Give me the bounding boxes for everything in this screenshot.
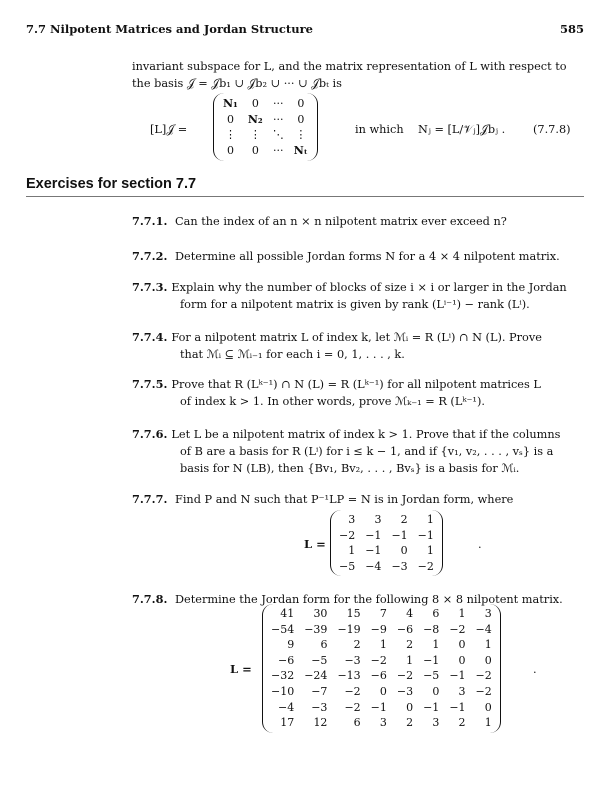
matrix-778 xyxy=(262,604,501,733)
matrix-778-cell: −54 xyxy=(271,622,295,636)
matrix-778-row xyxy=(266,715,497,731)
matrix-778-cell: 1 xyxy=(484,716,492,730)
matrix-777-cell: −1 xyxy=(417,528,434,542)
matrix-777-cell: 1 xyxy=(426,513,434,526)
exercise-7-7-4 xyxy=(132,329,587,363)
matrix-778-cell: 2 xyxy=(406,716,414,730)
matrix-778-cell: −13 xyxy=(337,669,361,683)
matrix-778-cell: 7 xyxy=(379,607,387,620)
matrix-778-period: . xyxy=(533,663,537,676)
exercise-text-cont: basis for N (LB), then {Bv₁, Bv₂, . . . , Bvₛ} is a basis for ℳᵢ. xyxy=(180,462,520,475)
nj-definition: Nⱼ = [L/𝒱ⱼ]𝒥bⱼ . xyxy=(418,123,506,136)
matrix-778-cell: 2 xyxy=(406,638,414,652)
block-matrix-cell: N₂ xyxy=(247,112,263,126)
exercise-text: Explain why the number of blocks of size i × i or larger in the Jordan xyxy=(171,281,567,294)
matrix-777-cell: −1 xyxy=(365,528,382,542)
matrix-778-cell: 6 xyxy=(353,716,361,730)
matrix-778-row xyxy=(266,653,497,669)
matrix-777-period: . xyxy=(478,538,482,551)
matrix-777-cell: 3 xyxy=(348,513,356,526)
exercise-text: For a nilpotent matrix L of index k, let ℳᵢ = R (Lⁱ) ∩ N (L). Prove xyxy=(171,331,542,344)
exercise-number: 7.7.3. xyxy=(132,280,168,294)
block-matrix-cell: ··· xyxy=(273,143,284,157)
matrix-778-cell: 3 xyxy=(484,607,492,620)
exercise-number: 7.7.6. xyxy=(132,427,168,441)
matrix-778-cell: −2 xyxy=(344,700,361,714)
block-matrix-lhs: [L]𝒥 = xyxy=(150,123,188,136)
intro-line-1: invariant subspace for L, and the matrix representation of L with respect to xyxy=(132,60,567,73)
matrix-778-cell: 0 xyxy=(406,700,414,714)
matrix-778-cell: −1 xyxy=(423,700,440,714)
running-header xyxy=(26,22,584,38)
exercise-number: 7.7.4. xyxy=(132,330,168,344)
matrix-778-cell: −2 xyxy=(475,684,492,698)
matrix-778-cell: −8 xyxy=(423,622,440,636)
matrix-778-cell: 3 xyxy=(379,716,387,730)
matrix-778-cell: 0 xyxy=(484,653,492,667)
section-heading: Exercises for section 7.7 xyxy=(26,176,197,192)
matrix-777-body xyxy=(334,512,439,574)
matrix-778-cell: −3 xyxy=(396,684,414,698)
exercise-text: Determine the Jordan form for the following 8 × 8 nilpotent matrix. xyxy=(174,593,563,606)
matrix-778-cell: −1 xyxy=(449,700,466,714)
exercise-text: Determine all possible Jordan forms N for a 4 × 4 nilpotent matrix. xyxy=(174,250,560,263)
exercise-number: 7.7.7. xyxy=(132,492,168,506)
matrix-778-cell: −3 xyxy=(311,700,328,714)
exercise-text-cont: of index k > 1. In other words, prove ℳₖ₋₁ = R (Lᵏ⁻¹). xyxy=(180,395,485,408)
matrix-778-cell: −2 xyxy=(370,653,387,667)
matrix-777-cell: 1 xyxy=(426,544,434,558)
matrix-778-row xyxy=(266,668,497,684)
exercise-7-7-3 xyxy=(132,279,587,313)
block-matrix-cell: 0 xyxy=(251,97,259,110)
matrix-777-cell: −1 xyxy=(391,528,408,542)
matrix-778-cell: 6 xyxy=(432,607,440,620)
matrix-778-body xyxy=(266,606,497,731)
matrix-778-cell: −19 xyxy=(337,622,361,636)
exercise-7-7-1 xyxy=(132,213,587,230)
block-matrix-cell: ⋮ xyxy=(295,128,307,142)
matrix-777-cell: −3 xyxy=(391,559,408,573)
matrix-778-cell: 4 xyxy=(406,607,414,620)
matrix-778-cell: −6 xyxy=(396,622,414,636)
matrix-778-cell: 1 xyxy=(406,653,414,667)
matrix-778-cell: 30 xyxy=(313,607,328,620)
matrix-777-row xyxy=(334,559,439,575)
matrix-778-cell: −6 xyxy=(278,653,295,667)
matrix-778-cell: 15 xyxy=(346,607,361,620)
matrix-778-cell: −2 xyxy=(475,669,492,683)
exercise-text: Find P and N such that P⁻¹LP = N is in Jordan form, where xyxy=(174,493,514,506)
block-matrix-row xyxy=(218,112,313,128)
exercise-text: Prove that R (Lᵏ⁻¹) ∩ N (L) = R (Lᵏ⁻¹) for all nilpotent matrices L xyxy=(171,378,541,391)
exercise-7-7-6 xyxy=(132,426,587,477)
block-matrix xyxy=(213,93,318,161)
block-matrix-row xyxy=(218,96,313,112)
block-matrix-cell: ⋮ xyxy=(224,128,236,142)
matrix-778-cell: −4 xyxy=(278,700,295,714)
block-matrix-cell: N₁ xyxy=(223,97,238,110)
matrix-778-cell: −7 xyxy=(311,684,328,698)
matrix-778-cell: −3 xyxy=(344,653,361,667)
matrix-778-cell: 41 xyxy=(280,607,295,620)
matrix-777-row xyxy=(334,528,439,544)
matrix-778-cell: −32 xyxy=(271,669,295,683)
section-divider xyxy=(26,196,584,197)
matrix-778-cell: 9 xyxy=(287,638,295,652)
matrix-778-cell: −4 xyxy=(475,622,492,636)
matrix-778-cell: −2 xyxy=(396,669,414,683)
block-matrix-cell: 0 xyxy=(297,112,305,126)
matrix-778-cell: −1 xyxy=(423,653,440,667)
running-title: 7.7 Nilpotent Matrices and Jordan Structure xyxy=(26,22,313,36)
matrix-778-cell: −1 xyxy=(449,669,466,683)
matrix-778-cell: −2 xyxy=(449,622,466,636)
matrix-777-cell: 0 xyxy=(400,544,408,558)
matrix-778-cell: 6 xyxy=(320,638,328,652)
block-matrix-cell: 0 xyxy=(251,143,259,157)
matrix-778-cell: −10 xyxy=(271,684,295,698)
block-matrix-cell: Nₜ xyxy=(293,143,308,157)
block-matrix-cell: ··· xyxy=(273,112,284,126)
matrix-778-cell: 1 xyxy=(432,638,440,652)
matrix-777-cell: −1 xyxy=(365,544,382,558)
block-matrix-cell: ··· xyxy=(273,97,284,110)
block-matrix-cell: 0 xyxy=(297,97,305,110)
matrix-778-cell: 0 xyxy=(458,653,466,667)
matrix-778-cell: 1 xyxy=(458,607,466,620)
intro-paragraph xyxy=(132,58,586,92)
matrix-778-cell: 3 xyxy=(458,684,466,698)
exercise-number: 7.7.1. xyxy=(132,214,168,228)
matrix-778-cell: 2 xyxy=(353,638,361,652)
matrix-778-cell: −39 xyxy=(304,622,328,636)
matrix-777-label: L = xyxy=(304,537,326,551)
matrix-778-cell: −1 xyxy=(370,700,387,714)
equation-number: (7.7.8) xyxy=(533,123,571,136)
matrix-777-cell: 1 xyxy=(348,544,356,558)
exercise-number: 7.7.5. xyxy=(132,377,168,391)
matrix-777-cell: 2 xyxy=(400,513,408,526)
block-matrix-cell: 0 xyxy=(226,112,234,126)
block-matrix-row xyxy=(218,127,313,143)
matrix-777-cell: −4 xyxy=(365,559,382,573)
matrix-777-cell: −2 xyxy=(339,528,356,542)
in-which-text: in which xyxy=(355,123,404,136)
exercise-7-7-7 xyxy=(132,491,587,508)
matrix-778-row xyxy=(266,606,497,622)
exercise-7-7-2 xyxy=(132,248,587,265)
intro-line-2: the basis 𝒥 = 𝒥b₁ ∪ 𝒥b₂ ∪ ··· ∪ 𝒥bₜ is xyxy=(132,77,342,90)
matrix-778-label: L = xyxy=(230,662,252,676)
exercise-text: Can the index of an n × n nilpotent matrix ever exceed n? xyxy=(174,215,507,228)
matrix-778-cell: 1 xyxy=(379,638,387,652)
matrix-778-cell: 2 xyxy=(458,716,466,730)
exercise-number: 7.7.2. xyxy=(132,249,168,263)
matrix-778-cell: 12 xyxy=(313,716,328,730)
page-number: 585 xyxy=(559,22,584,36)
matrix-778-cell: 0 xyxy=(432,684,440,698)
exercise-text-cont: form for a nilpotent matrix is given by rank (Lⁱ⁻¹) − rank (Lⁱ). xyxy=(180,298,530,311)
block-matrix-cell: ⋮ xyxy=(249,128,261,142)
block-matrix-cell: ⋱ xyxy=(272,128,284,142)
block-matrix-body xyxy=(218,96,313,158)
exercise-text: Let L be a nilpotent matrix of index k > 1. Prove that if the columns xyxy=(171,428,561,441)
matrix-778-cell: 17 xyxy=(280,716,295,730)
matrix-777-row xyxy=(334,543,439,559)
matrix-777-row xyxy=(334,512,439,528)
exercise-text-cont: of B are a basis for R (Lⁱ) for i ≤ k − 1, and if {v₁, v₂, . . . , vₛ} is a xyxy=(180,445,554,458)
matrix-778-cell: −6 xyxy=(370,669,387,683)
matrix-778-cell: 0 xyxy=(458,638,466,652)
matrix-778-cell: 0 xyxy=(379,684,387,698)
matrix-777-cell: −5 xyxy=(339,559,356,573)
matrix-778-cell: 0 xyxy=(484,700,492,714)
matrix-778-row xyxy=(266,700,497,716)
matrix-778-row xyxy=(266,622,497,638)
block-matrix-row xyxy=(218,143,313,159)
matrix-777-cell: 3 xyxy=(374,513,382,526)
exercise-text-cont: that ℳᵢ ⊆ ℳᵢ₋₁ for each i = 0, 1, . . . , k. xyxy=(180,348,405,361)
matrix-778-cell: 1 xyxy=(484,638,492,652)
matrix-778-cell: −9 xyxy=(370,622,387,636)
matrix-778-cell: −24 xyxy=(304,669,328,683)
matrix-778-cell: 3 xyxy=(432,716,440,730)
matrix-777-cell: −2 xyxy=(417,559,434,573)
matrix-777 xyxy=(330,510,443,576)
matrix-778-row xyxy=(266,684,497,700)
matrix-778-row xyxy=(266,637,497,653)
matrix-778-cell: −5 xyxy=(311,653,328,667)
matrix-778-cell: −2 xyxy=(344,684,361,698)
exercise-7-7-5 xyxy=(132,376,587,410)
matrix-778-cell: −5 xyxy=(423,669,440,683)
block-matrix-cell: 0 xyxy=(226,143,234,157)
exercise-number: 7.7.8. xyxy=(132,592,168,606)
